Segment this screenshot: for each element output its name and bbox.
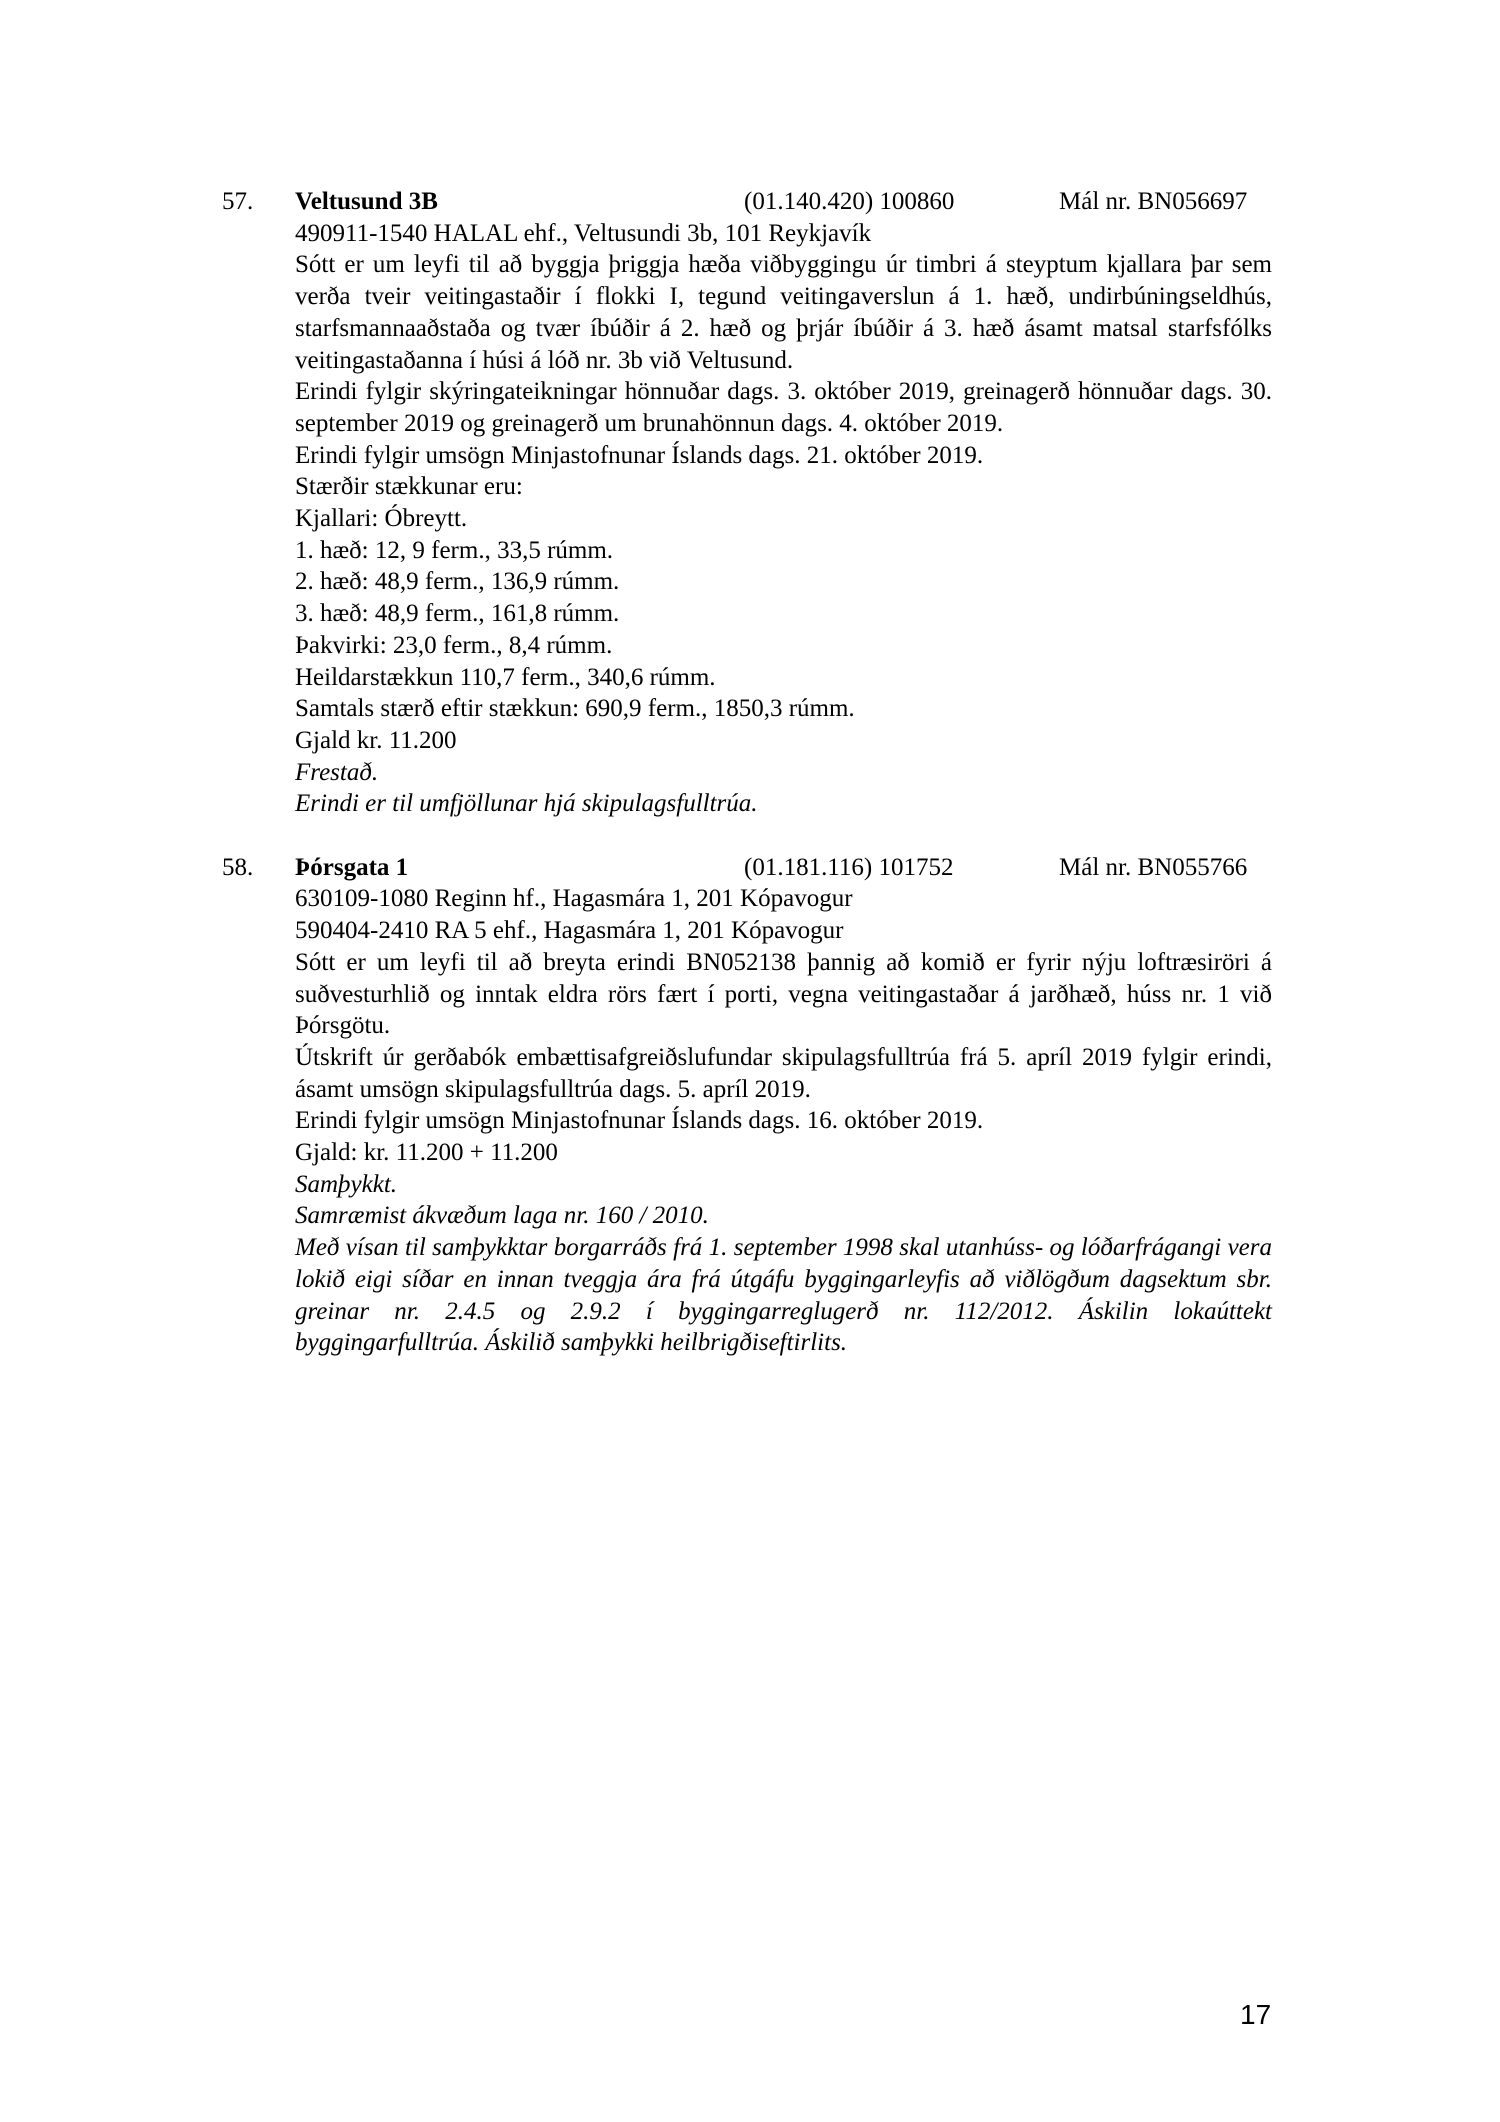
body-paragraph: Samtals stærð eftir stækkun: 690,9 ferm., 1850,3 rúmm.	[295, 695, 855, 723]
body-paragraph: Útskrift úr gerðabók embættisafgreiðslufundar skipulagsfulltrúa frá 5. apríl 2019 fylgir erindi, ásamt umsögn skipulagsfulltrúa dags. 5. apríl 2019.	[295, 1043, 1272, 1103]
item-plot-reference: (01.181.116) 101752	[744, 853, 954, 881]
item-title-address: Veltusund 3B	[295, 188, 438, 215]
item-applicants	[295, 883, 1272, 946]
body-paragraph: Samræmist ákvæðum laga nr. 160 / 2010.	[295, 1202, 709, 1230]
body-paragraph: Með vísan til samþykktar borgarráðs frá 1. september 1998 skal utanhúss- og lóðarfrágangi vera lokið eigi síðar en innan tveggja ára frá útgáfu byggingarleyfis að viðlögðum dagsektum sbr. greinar nr. 2.4.5 og 2.9.2 í byggingarreglugerð nr. 112/2012. Áskilin lokaúttekt byggingarfulltrúa. Áskilið samþykki heilbrigðiseftirlits.	[295, 1234, 1272, 1357]
body-paragraph: Gjald: kr. 11.200 + 11.200	[295, 1139, 558, 1167]
item-number: 58.	[222, 853, 254, 881]
body-paragraph: Sótt er um leyfi til að byggja þriggja hæða viðbyggingu úr timbri á steyptum kjallara þar sem verða tveir veitingastaðir í flokki I, tegund veitingaverslun á 1. hæð, undirbúningseldhús, starfsmannaaðstaða og tvær íbúðir á 2. hæð og þrjár íbúðir á 3. hæð ásamt matsal starfsfólks veitingastaðanna í húsi á lóð nr. 3b við Veltusund.	[295, 251, 1272, 374]
body-paragraph: Frestað.	[295, 758, 379, 786]
item-title-address: Þórsgata 1	[295, 853, 409, 881]
body-paragraph: Stærðir stækkunar eru:	[295, 473, 523, 501]
item-case-number: Mál nr. BN055766	[1059, 853, 1248, 881]
body-paragraph: Erindi er til umfjöllunar hjá skipulagsfulltrúa.	[295, 790, 758, 818]
applicant-line: 490911-1540 HALAL ehf., Veltusundi 3b, 101 Reykjavík	[295, 219, 872, 247]
agenda-item-58	[222, 852, 1272, 1359]
item-plot-reference: (01.140.420) 100860	[744, 188, 955, 215]
body-paragraph: Samþykkt.	[295, 1170, 398, 1198]
item-header	[295, 852, 1272, 884]
item-number: 57.	[222, 188, 254, 215]
body-paragraph: Gjald kr. 11.200	[295, 726, 457, 754]
body-paragraph: Sótt er um leyfi til að breyta erindi BN052138 þannig að komið er fyrir nýju loftræsiröri á suðvesturhlið og inntak eldra rörs fært í porti, vegna veitingastaðar á jarðhæð, húss nr. 1 við Þórsgötu.	[295, 948, 1272, 1040]
item-header	[295, 186, 1272, 218]
body-paragraph: Erindi fylgir skýringateikningar hönnuðar dags. 3. október 2019, greinagerð hönnuðar dags. 30. september 2019 og greinagerð um brunahönnun dags. 4. október 2019.	[295, 378, 1272, 437]
applicant-line: 630109-1080 Reginn hf., Hagasmára 1, 201 Kópavogur	[295, 885, 853, 913]
agenda-item-57	[222, 186, 1272, 820]
body-paragraph: Erindi fylgir umsögn Minjastofnunar Íslands dags. 16. október 2019.	[295, 1107, 984, 1135]
applicant-line: 590404-2410 RA 5 ehf., Hagasmára 1, 201 Kópavogur	[295, 917, 844, 945]
body-paragraph: Þakvirki: 23,0 ferm., 8,4 rúmm.	[295, 631, 613, 659]
item-applicants	[295, 218, 1272, 250]
body-paragraph: 2. hæð: 48,9 ferm., 136,9 rúmm.	[295, 568, 620, 596]
item-body	[295, 947, 1272, 1359]
body-paragraph: Erindi fylgir umsögn Minjastofnunar Íslands dags. 21. október 2019.	[295, 441, 984, 469]
page-number: 17	[1240, 1999, 1272, 2030]
body-paragraph: 1. hæð: 12, 9 ferm., 33,5 rúmm.	[295, 536, 614, 564]
body-paragraph: Heildarstækkun 110,7 ferm., 340,6 rúmm.	[295, 663, 716, 691]
item-case-number: Mál nr. BN056697	[1059, 188, 1248, 215]
body-paragraph: 3. hæð: 48,9 ferm., 161,8 rúmm.	[295, 600, 620, 628]
minutes-content	[0, 186, 1500, 1359]
item-body	[295, 249, 1272, 820]
body-paragraph: Kjallari: Óbreytt.	[295, 505, 468, 533]
